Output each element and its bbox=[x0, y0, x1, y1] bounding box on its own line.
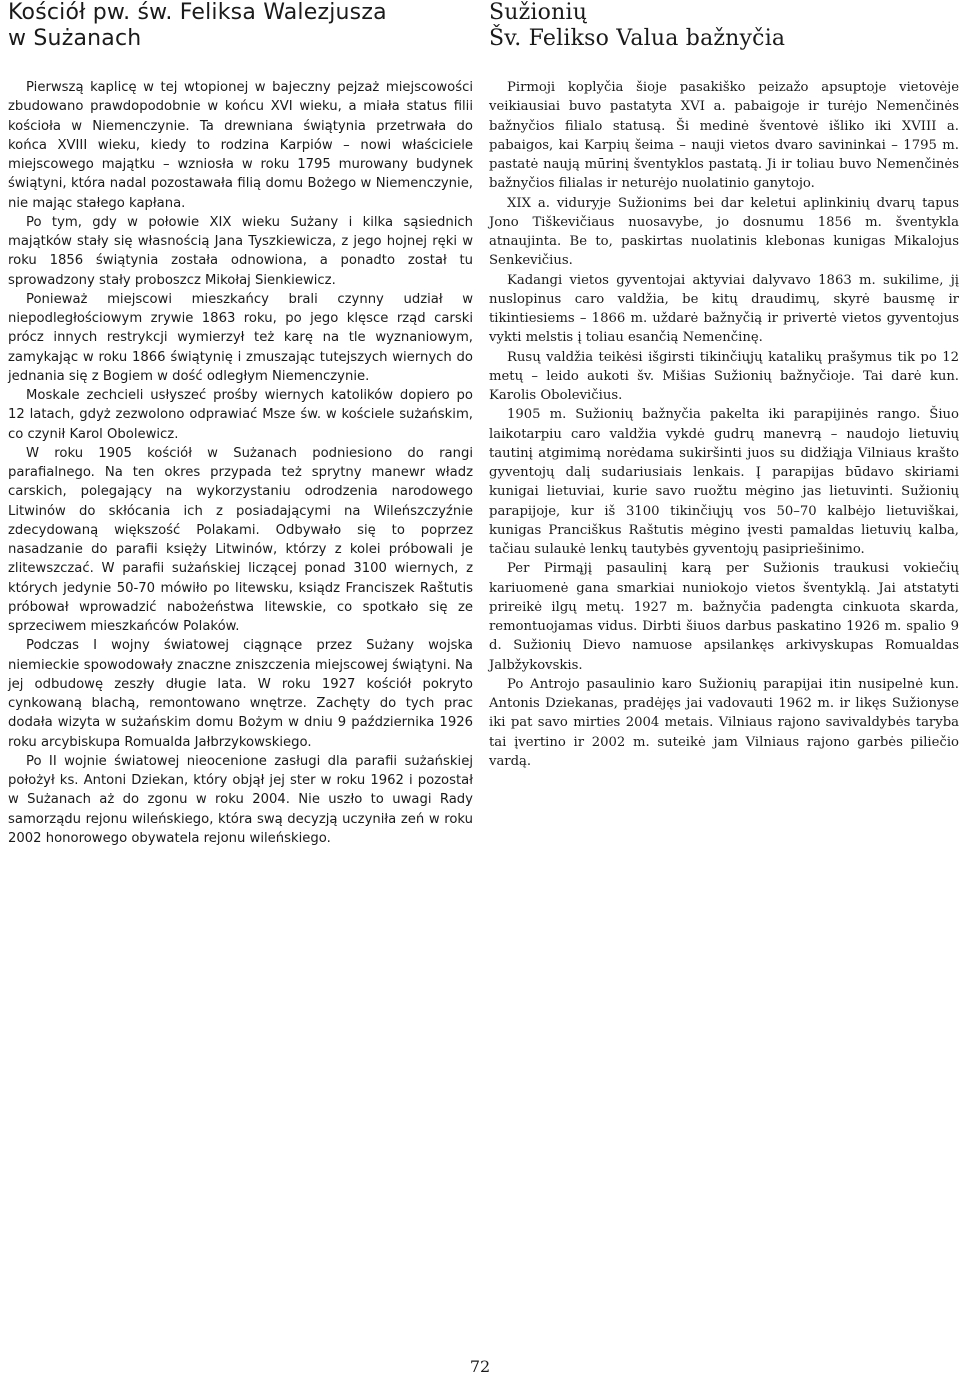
lithuanian-paragraph: Per Pirmąjį pasaulinį karą per Sužionis traukusi vokiečių kariuomenė gana smarkiai nuniokojo vietos šventyklą. Jai atstatyti prireikė ilgų metų. 1927 m. bažnyčia padengta cinkuota skarda, remontuojamas vidus. Dirbti šiuos darbus paskatino 1926 m. spalio 9 d. Sužionių Dievo namuose apsilankęs arkivyskupas Romualdas Jalbžykovskis. bbox=[489, 561, 959, 673]
lithuanian-title bbox=[489, 0, 959, 78]
lithuanian-paragraph: XIX a. viduryje Sužionims bei dar keletui aplinkinių dvarų tapus Jono Tiškevičiaus nuosavybe, jo dosnumu 1856 m. šventykla atnaujinta. Be to, paskirtas nuolatinis klebonas kunigas Mikalojus Senkevičius. bbox=[489, 195, 959, 269]
polish-title bbox=[8, 0, 473, 78]
polish-body bbox=[8, 78, 473, 848]
polish-paragraph: Moskale zechcieli usłyszeć prośby wiernych katolików dopiero po 12 latach, gdyż zezwolono odprawiać Msze św. w kościele sużańskim, co czynił Karol Obolewicz. bbox=[8, 388, 473, 442]
lithuanian-paragraph: 1905 m. Sužionių bažnyčia pakelta iki parapijinės rango. Šiuo laikotarpiu caro valdžia vykdė gudrų manevrą – naudojo lietuvių tautinį atgimimą norėdama sukiršinti juos su didžiąja Vilniaus krašto gyventojų dalį sudariusiais lenkais. Į parapijas būdavo skiriami kunigai lietuviai, kurie savo ruožtu mėgino jas lietuvinti. Sužionių parapijoje, kur iš 3100 tikinčiųjų vos 50–70 kalbėjo lietuviškai, kunigas Pranciškus Raštutis mėgino įvesti pamaldas lietuvių kalba, tačiau sulaukė lenkų tautybės gyventojų pasipriešinimo. bbox=[489, 407, 959, 557]
lithuanian-paragraph: Pirmoji koplyčia šioje pasakiško peizažo apsuptoje vietovėje veikiausiai buvo pastatyta XVI a. pabaigoje ir turėjo Nemenčinės bažnyčios filialo statusą. Ši medinė šventovė išliko iki XVIII a. pabaigos, kai Karpių šeima – nauji vietos dvaro savininkai – 1795 m. pastatė naują mūrinį šventyklos pastatą. Ji ir toliau buvo Nemenčinės bažnyčios filialas ir neturėjo nuolatinio ganytojo. bbox=[489, 80, 959, 192]
polish-paragraph: W roku 1905 kościół w Sużanach podniesiono do rangi parafialnego. Na ten okres przypada też sprytny manewr władz carskich, polegający na wykorzystaniu odrodzenia narodowego Litwinów do skłócania ich z posiadającymi na Wileńszczyźnie zdecydowaną większość Polakami. Odbywało się to poprzez nasadzanie do parafii księży Litwinów, którzy z kolei próbowali je zlitewszczać. W parafii sużańskiej liczącej ponad 3100 wiernych, z których jedynie 50-70 mówiło po litewsku, ksiądz Franciszek Raštutis próbował wprowadzić nabożeństwa litewskie, co spotkało się ze sprzeciwem mieszkańców Polaków. bbox=[8, 445, 473, 634]
polish-paragraph: Ponieważ miejscowi mieszkańcy brali czynny udział w niepodległościowym zrywie 1863 roku, po jego klęsce rząd carski prócz innych restrykcji wymierzył też karę na tle wyznaniowym, zamykając w roku 1866 świątynię i zmuszając tutejszych wiernych do jednania się z Bogiem w dość odległym Niemenczynie. bbox=[8, 291, 473, 384]
lithuanian-paragraph: Kadangi vietos gyventojai aktyviai dalyvavo 1863 m. sukilime, jį nuslopinus caro valdžia, be kitų draudimų, skyrė bausmę ir tikintiesiems – 1866 m. uždarė bažnyčią ir privertė vietos gyventojus vykti melstis į toliau esančią Nemenčinę. bbox=[489, 272, 959, 346]
lithuanian-column bbox=[489, 0, 959, 771]
polish-title-line-2: w Sużanach bbox=[8, 26, 142, 51]
lithuanian-body bbox=[489, 78, 959, 771]
polish-title-line-1: Kościół pw. św. Feliksa Walezjusza bbox=[8, 0, 387, 25]
polish-column bbox=[8, 0, 473, 848]
lithuanian-paragraph: Po Antrojo pasaulinio karo Sužionių parapijai itin nusipelnė kun. Antonis Dziekanas, pradėjęs jai vadovauti 1962 m. ir likęs Sužionyse iki pat savo mirties 2004 metais. Vilniaus rajono savivaldybės taryba tai įvertino ir 2002 m. suteikė jam Vilniaus rajono garbės piliečio vardą. bbox=[489, 676, 959, 769]
lithuanian-paragraph: Rusų valdžia teikėsi išgirsti tikinčiųjų katalikų prašymus tik po 12 metų – leido aukoti šv. Mišias Sužionių bažnyčioje. Tai darė kun. Karolis Obolevičius. bbox=[489, 349, 959, 403]
lithuanian-title-line-2: Šv. Felikso Valua bažnyčia bbox=[489, 26, 786, 51]
polish-paragraph: Pierwszą kaplicę w tej wtopionej w bajeczny pejzaż miejscowości zbudowano prawdopodobnie w końcu XVI wieku, a miała status filii kościoła w Niemenczynie. Ta drewniana świątynia przetrwała do końca XVIII wieku, kiedy to rodzina Karpiów – nowi właściciele miejscowego majątku – wzniosła w roku 1795 murowany budynek świątyni, która nadal pozostawała filią domu Bożego w Niemenczynie, nie mając stałego kapłana. bbox=[8, 80, 473, 211]
lithuanian-title-line-1: Sužionių bbox=[489, 0, 588, 25]
polish-paragraph: Po II wojnie światowej nieocenione zasługi dla parafii sużańskiej położył ks. Antoni Dziekan, który objął jej ster w roku 1962 i pozostał w Sużanach aż do zgonu w roku 2004. Nie uszło to uwagi Rady samorządu rejonu wileńskiego, która swą decyzją uczyniła zeń w roku 2002 honorowego obywatela rejonu wileńskiego. bbox=[8, 753, 473, 846]
page-number: 72 bbox=[469, 1357, 491, 1376]
polish-paragraph: Podczas I wojny światowej ciągnące przez Sużany wojska niemieckie spowodowały znaczne zniszczenia miejscowej świątyni. Na jej odbudowę zeszły długie lata. W roku 1927 kościół pokryto cynkowaną blachą, remontowano wnętrze. Zachęty do tych prac dodała wizyta w sużańskim domu Bożym w dniu 9 października 1926 roku arcybiskupa Romualda Jałbrzykowskiego. bbox=[8, 638, 473, 750]
polish-paragraph: Po tym, gdy w połowie XIX wieku Sużany i kilka sąsiednich majątków stały się własnością Jana Tyszkiewicza, z jego hojnej ręki w roku 1856 świątynia została odnowiona, a ponadto został tu sprowadzony stały proboszcz Mikołaj Sienkiewicz. bbox=[8, 214, 473, 288]
